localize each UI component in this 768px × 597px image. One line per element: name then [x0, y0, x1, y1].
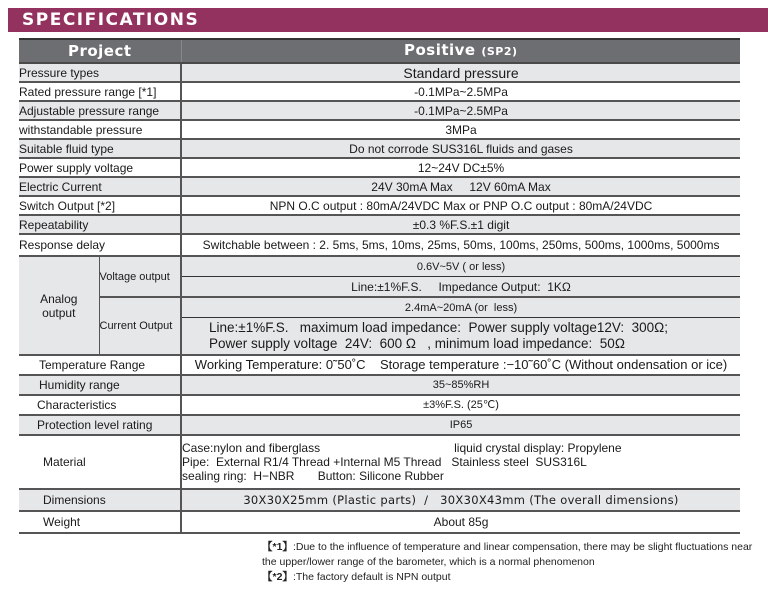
- row-value: 3MPa: [181, 120, 740, 139]
- table-row: [19, 82, 740, 101]
- section-banner: [8, 8, 768, 32]
- row-label: Repeatability: [19, 215, 181, 234]
- table-row: [19, 120, 740, 139]
- section-title: SPECIFICATIONS: [22, 10, 200, 30]
- material-case: Case:nylon and fiberglass: [182, 441, 321, 455]
- model-code: (SP2): [481, 45, 518, 58]
- table-row: [19, 101, 740, 120]
- row-value: ±0.3 %F.S.±1 digit: [181, 215, 740, 234]
- row-value: Switchable between : 2. 5ms, 5ms, 10ms, 25ms, 50ms, 100ms, 250ms, 500ms, 1000ms, 5000ms: [181, 234, 740, 256]
- row-label: Rated pressure range [*1]: [19, 82, 181, 101]
- voltage-spec-value: Line:±1%F.S. Impedance Output: 1KΩ: [181, 277, 740, 298]
- row-label: Electric Current: [19, 177, 181, 196]
- footnote-text: :Due to the influence of temperature and linear compensation, there may be slight fluctuations near the upper/lower range of the barometer, which is a normal phenomenon: [262, 541, 753, 568]
- row-label: Characteristics: [19, 395, 181, 415]
- row-label: Dimensions: [19, 489, 181, 511]
- row-value: Do not corrode SUS316L fluids and gases: [181, 139, 740, 158]
- column-header-model: [181, 39, 740, 63]
- row-label: withstandable pressure: [19, 120, 181, 139]
- row-label: Suitable fluid type: [19, 139, 181, 158]
- table-row: [19, 158, 740, 177]
- current-range-value: 2.4mA~20mA (or less): [181, 297, 740, 318]
- row-value: ±3%F.S. (25℃): [181, 395, 740, 415]
- material-row: [19, 435, 740, 489]
- current-spec-line2: Power supply voltage 24V: 600 Ω , minimum load impedance: 50Ω: [209, 336, 625, 351]
- material-display: liquid crystal display: Propylene: [454, 441, 622, 455]
- material-label: Material: [19, 435, 181, 489]
- footnote-text: :The factory default is NPN output: [292, 571, 451, 583]
- current-spec-value: [181, 318, 740, 356]
- row-label: Adjustable pressure range: [19, 101, 181, 120]
- voltage-range-value: 0.6V~5V ( or less): [181, 256, 740, 277]
- column-header-project: Project: [19, 39, 181, 63]
- analog-output-label: [19, 256, 99, 355]
- row-value: NPN O.C output : 80mA/24VDC Max or PNP O.C output : 80mA/24VDC: [181, 196, 740, 215]
- table-header-row: [19, 39, 740, 63]
- analog-label-line2: output: [42, 305, 76, 320]
- row-label: Power supply voltage: [19, 158, 181, 177]
- row-label: Protection level rating: [19, 415, 181, 435]
- material-line2: Pipe: External R1/4 Thread +Internal M5 Thread Stainless steel SUS316L: [182, 455, 587, 469]
- table-row: [19, 196, 740, 215]
- table-row: [19, 489, 740, 511]
- row-value: -0.1MPa~2.5MPa: [181, 101, 740, 120]
- material-value: [181, 435, 740, 489]
- footnotes: [262, 540, 762, 585]
- row-label: Weight: [19, 511, 181, 533]
- row-label: Temperature Range: [19, 355, 181, 375]
- row-value: -0.1MPa~2.5MPa: [181, 82, 740, 101]
- voltage-output-label: Voltage output: [99, 256, 181, 297]
- table-row: [19, 415, 740, 435]
- footnote-mark: 【*1】: [262, 541, 293, 553]
- table-row: [19, 139, 740, 158]
- row-value: IP65: [181, 415, 740, 435]
- row-label: Switch Output [*2]: [19, 196, 181, 215]
- table-row: [19, 375, 740, 395]
- row-value: Working Temperature: 0˜50˚C Storage temperature :−10˜60˚C (Without ondensation or ice): [181, 355, 740, 375]
- material-line1: [182, 441, 740, 455]
- row-value: 30X30X25mm (Plastic parts) / 30X30X43mm (The overall dimensions): [181, 489, 740, 511]
- material-line3: sealing ring: H−NBR Button: Silicone Rubber: [182, 469, 444, 483]
- current-output-label: Current Output: [99, 297, 181, 355]
- table-row: [19, 177, 740, 196]
- model-name: Positive: [403, 41, 476, 59]
- row-value: About 85g: [181, 511, 740, 533]
- table-row: [19, 395, 740, 415]
- table-row: [19, 355, 740, 375]
- table-row: [19, 215, 740, 234]
- analog-label-line1: Analog: [40, 291, 78, 306]
- footnote-2: [262, 570, 762, 585]
- footnote-1: [262, 540, 762, 570]
- specifications-table: [19, 38, 740, 534]
- row-value: 35~85%RH: [181, 375, 740, 395]
- analog-voltage-range-row: [19, 256, 740, 277]
- table-row: [19, 234, 740, 256]
- row-label: Response delay: [19, 234, 181, 256]
- footnote-mark: 【*2】: [262, 571, 293, 583]
- row-label: Humidity range: [19, 375, 181, 395]
- analog-current-range-row: [19, 297, 740, 318]
- current-spec-line1: Line:±1%F.S. maximum load impedance: Power supply voltage12V: 300Ω;: [209, 320, 669, 335]
- table-row: [19, 63, 740, 82]
- table-row: [19, 511, 740, 533]
- row-value: 12~24V DC±5%: [181, 158, 740, 177]
- row-label: Pressure types: [19, 63, 181, 82]
- row-value: Standard pressure: [181, 63, 740, 82]
- row-value: 24V 30mA Max 12V 60mA Max: [181, 177, 740, 196]
